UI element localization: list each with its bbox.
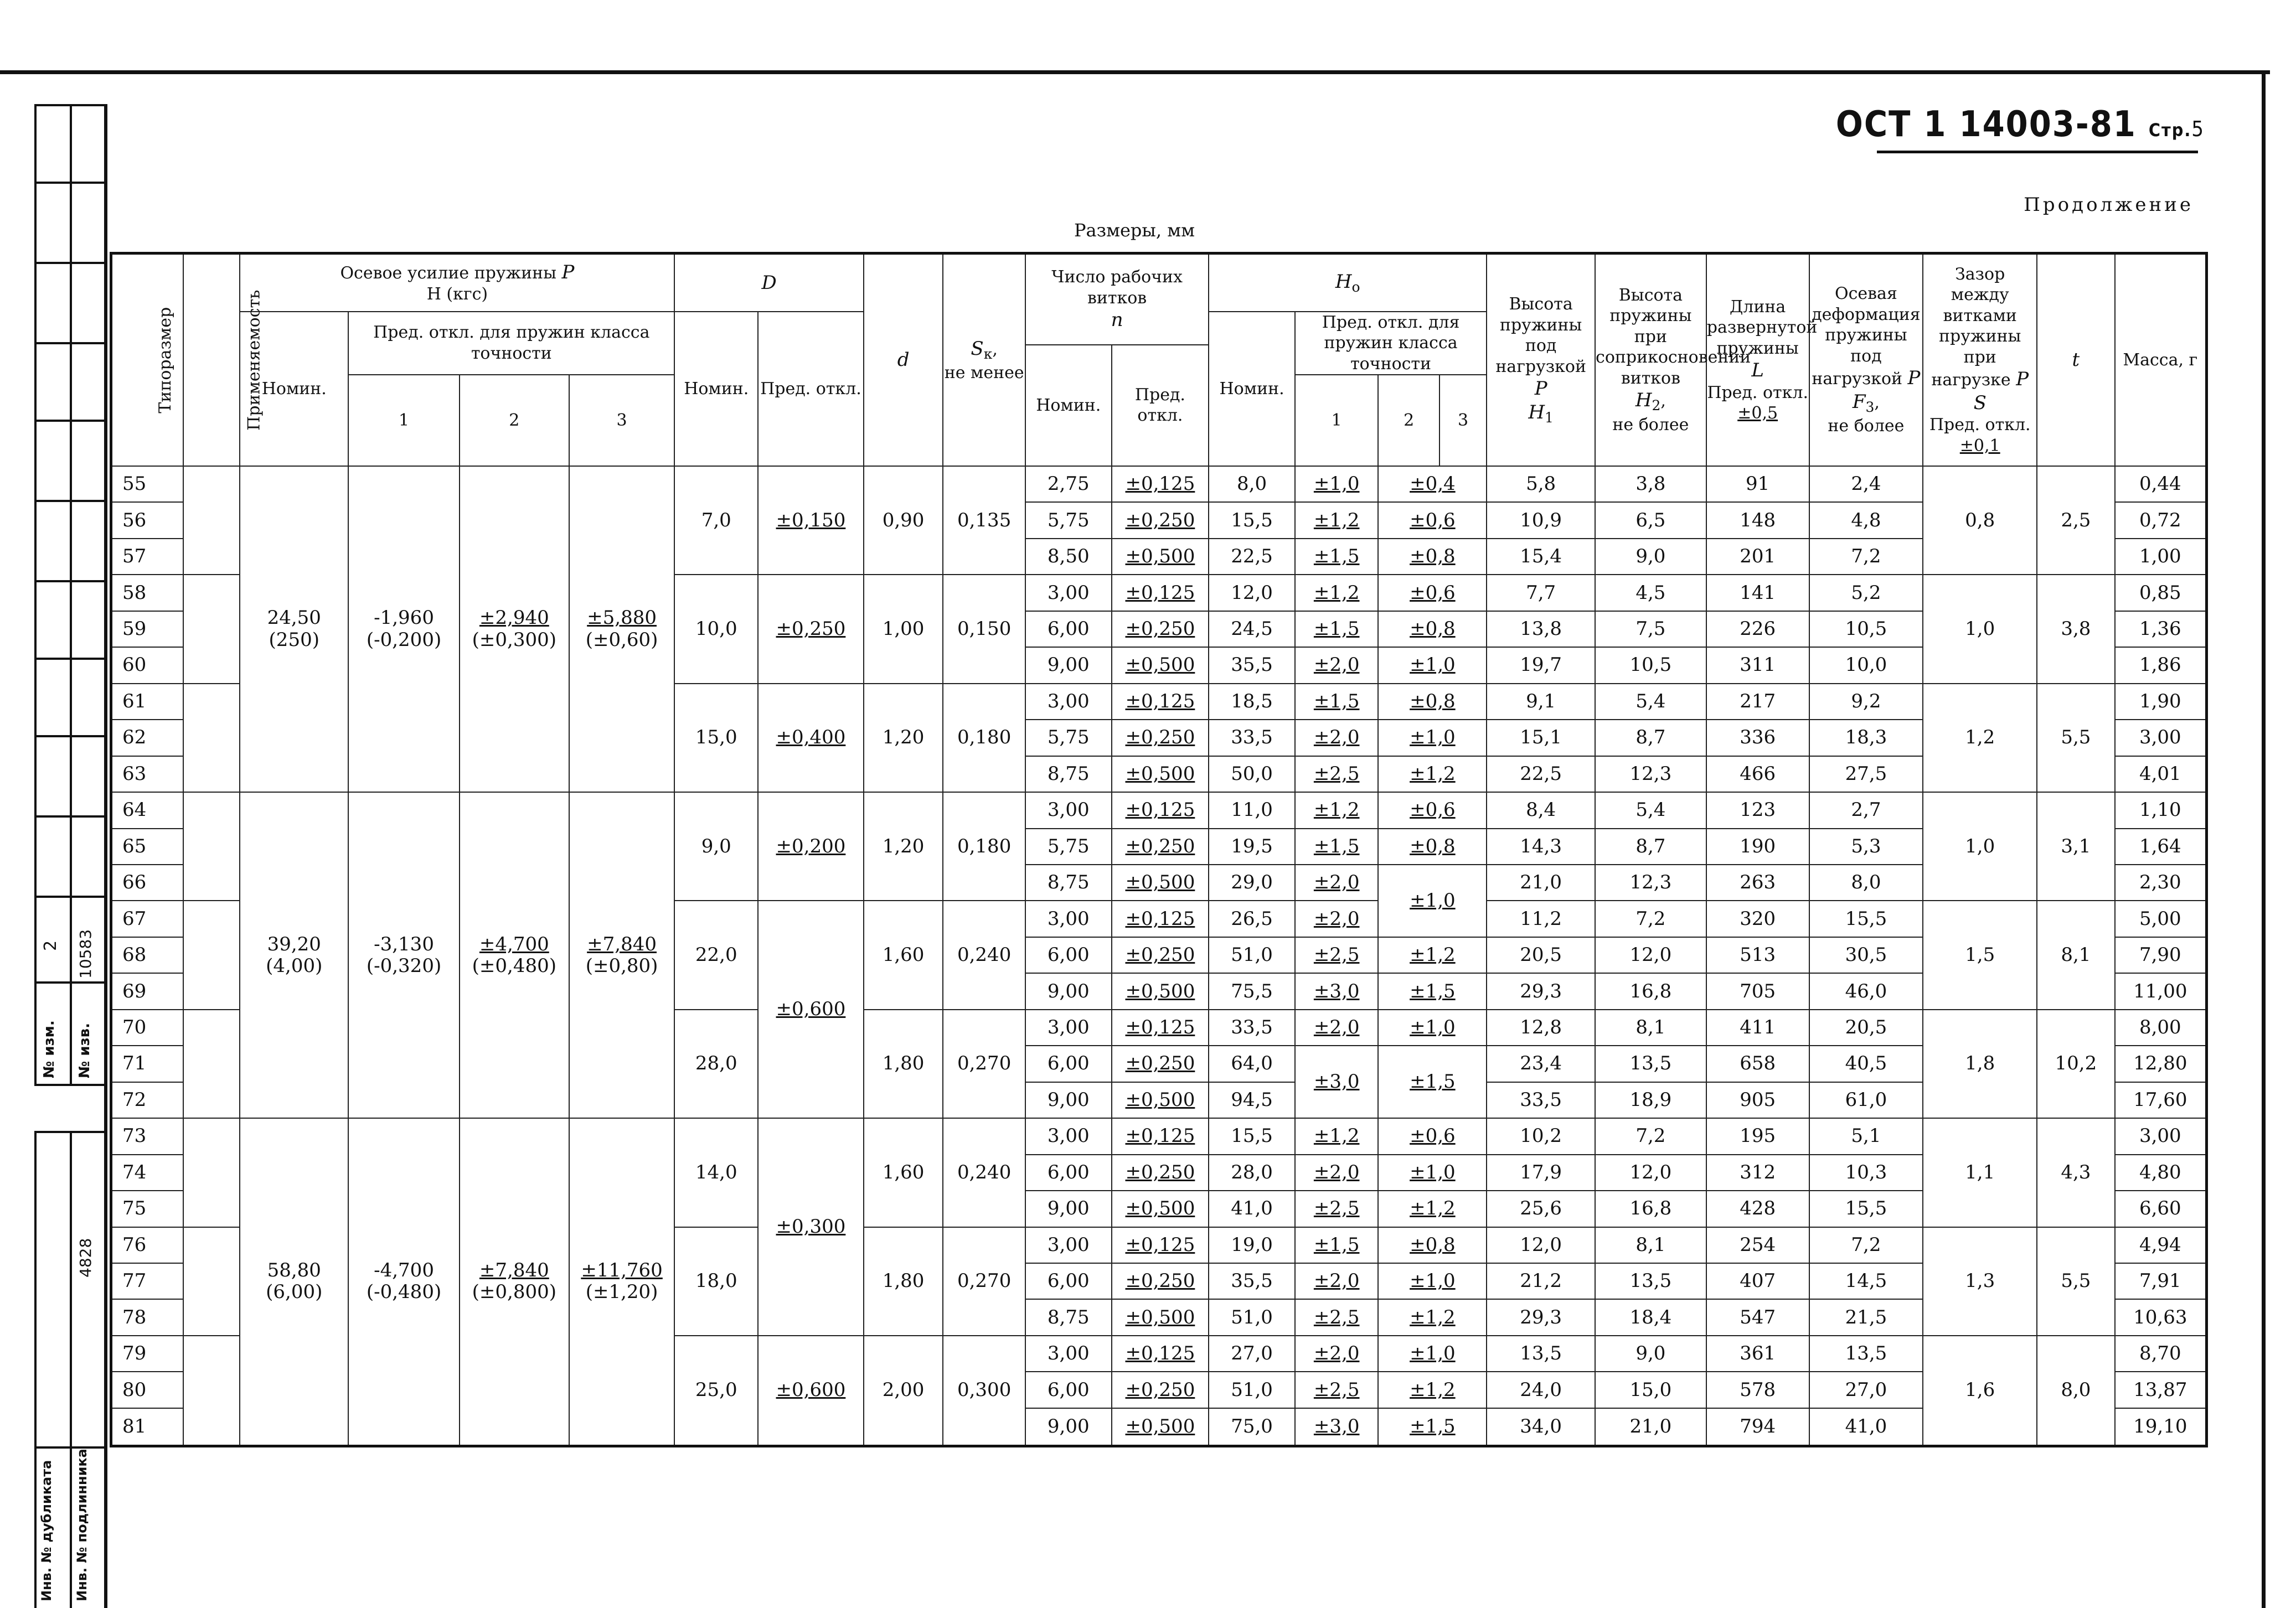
col-d: d: [864, 254, 943, 467]
table-row: 73 58,80 (6,00) -4,700 (-0,480) ±7,840 (±0,800) ±11,760 (±1,20) 14,0 ±0,300 1,60 0,240 3,00 ±0,125 15,5 ±1,2 ±0,6 10,2 7,2 195 5,1 1,1 4,3 3,00: [111, 1118, 2207, 1154]
col-h1: Высота пружины под нагрузкой P $H_1$: [1487, 254, 1595, 467]
table-row: 57 8,50 ±0,500 22,5 ±1,5 ±0,8 15,4 9,0 201 7,2 1,00: [111, 539, 2207, 575]
table-row: 65 5,75 ±0,250 19,5 ±1,5 ±0,8 14,3 8,7 190 5,3 1,64: [111, 829, 2207, 865]
col-force-c1: 1: [348, 375, 460, 466]
table-row: 66 8,75 ±0,500 29,0 ±2,0 ±1,0 21,0 12,3 263 8,0 2,30: [111, 865, 2207, 901]
col-D-nom: Номин.: [674, 312, 758, 467]
table-row: 72 9,00 ±0,500 94,5 33,5 18,9 905 61,0 17,60: [111, 1082, 2207, 1118]
notice-no-label: № изв.: [76, 1023, 93, 1078]
col-h0-dev: Пред. откл. для пружин класса точности: [1295, 312, 1487, 375]
table-row: 77 6,00 ±0,250 35,5 ±2,0 ±1,0 21,2 13,5 407 14,5 7,91: [111, 1263, 2207, 1299]
side-stamp: [34, 104, 105, 1608]
table-row: 70 28,0 1,80 0,270 3,00 ±0,125 33,5 ±2,0 ±1,0 12,8 8,1 411 20,5 1,8 10,2 8,00: [111, 1010, 2207, 1046]
table-row: 62 5,75 ±0,250 33,5 ±2,0 ±1,0 15,1 8,7 336 18,3 3,00: [111, 720, 2207, 756]
continuation-label: Продолжение: [2024, 194, 2194, 216]
table-body: [111, 466, 2207, 1446]
col-force-c3: 3: [569, 375, 675, 466]
table-row: 75 9,00 ±0,500 41,0 ±2,5 ±1,2 25,6 16,8 428 15,5 6,60: [111, 1191, 2207, 1227]
col-force-nom: Номин.: [240, 312, 348, 467]
col-n-nom: Номин.: [1025, 345, 1112, 467]
spring-table: [110, 252, 2208, 1447]
table-row: 59 6,00 ±0,250 24,5 ±1,5 ±0,8 13,8 7,5 226 10,5 1,36: [111, 611, 2207, 647]
notice-no: 10583: [76, 929, 95, 979]
col-force: Осевое усилие пружины P Н (кгс): [240, 254, 674, 312]
col-n-dev: Пред. откл.: [1112, 345, 1209, 467]
col-n: Число рабочих витков n: [1025, 254, 1209, 345]
table-row: 79 25,0 ±0,600 2,00 0,300 3,00 ±0,125 27,0 ±2,0 ±1,0 13,5 9,0 361 13,5 1,6 8,0 8,70: [111, 1336, 2207, 1372]
col-sk: $S_к$, не менее: [943, 254, 1025, 467]
col-h0-c3: 3: [1439, 375, 1487, 466]
table-row: 81 9,00 ±0,500 75,0 ±3,0 ±1,5 34,0 21,0 794 41,0 19,10: [111, 1408, 2207, 1446]
col-h0-c2: 2: [1378, 375, 1439, 466]
col-h0-c1: 1: [1295, 375, 1379, 466]
change-no-label: № изм.: [41, 1020, 58, 1078]
table-row: 76 18,0 1,80 0,270 3,00 ±0,125 19,0 ±1,5 ±0,8 12,0 8,1 254 7,2 1,3 5,5 4,94: [111, 1227, 2207, 1263]
table-row: 61 15,0 ±0,400 1,20 0,180 3,00 ±0,125 18,5 ±1,5 ±0,8 9,1 5,4 217 9,2 1,2 5,5 1,90: [111, 684, 2207, 720]
inv-dup-label: Инв. № дубликата: [39, 1460, 54, 1601]
inv-orig-label: Инв. № подлинника: [74, 1449, 90, 1601]
table-row: 58 10,0 ±0,250 1,00 0,150 3,00 ±0,125 12,0 ±1,2 ±0,6 7,7 4,5 141 5,2 1,0 3,8 0,85: [111, 575, 2207, 611]
col-D: D: [674, 254, 863, 312]
table-row: 74 6,00 ±0,250 28,0 ±2,0 ±1,0 17,9 12,0 312 10,3 4,80: [111, 1155, 2207, 1191]
table-row: 80 6,00 ±0,250 51,0 ±2,5 ±1,2 24,0 15,0 578 27,0 13,87: [111, 1372, 2207, 1408]
table-row: 78 8,75 ±0,500 51,0 ±2,5 ±1,2 29,3 18,4 547 21,5 10,63: [111, 1299, 2207, 1335]
table-row: 60 9,00 ±0,500 35,5 ±2,0 ±1,0 19,7 10,5 311 10,0 1,86: [111, 647, 2207, 683]
table-row: 69 9,00 ±0,500 75,5 ±3,0 ±1,5 29,3 16,8 705 46,0 11,00: [111, 973, 2207, 1009]
table-row: 67 22,0 ±0,600 1,60 0,240 3,00 ±0,125 26,5 ±2,0 11,2 7,2 320 15,5 1,5 8,1 5,00: [111, 901, 2207, 937]
doc-id-underline: [1877, 151, 2198, 153]
inv-no: 4828: [76, 1238, 95, 1278]
col-size: Типоразмер: [111, 254, 184, 467]
col-mass: Масса, г: [2115, 254, 2207, 467]
col-h0: $H_o$: [1209, 254, 1487, 312]
col-t: t: [2037, 254, 2115, 467]
col-s: Зазор между витками пружины при нагрузке P S Пред. откл. ±0,1: [1923, 254, 2037, 467]
col-force-c2: 2: [460, 375, 569, 466]
table-row: 56 5,75 ±0,250 15,5 ±1,2 ±0,6 10,9 6,5 148 4,8 0,72: [111, 502, 2207, 538]
col-L: Длина развернутой пружины L Пред. откл. ±0,5: [1706, 254, 1809, 467]
col-F: Осевая деформация пружины под нагрузкой P $F_3$, не более: [1809, 254, 1923, 467]
frame-top-line: [0, 70, 2270, 74]
table-row: 55 24,50 (250) -1,960 (-0,200) ±2,940 (±0,300) ±5,880 (±0,60) 7,0 ±0,150 0,90 0,135 2,75 ±0,125 8,0 ±1,0 ±0,4 5,8 3,8 91 2,4 0,8 2,5 0,44: [111, 466, 2207, 502]
table-row: 71 6,00 ±0,250 64,0 ±3,0 ±1,5 23,4 13,5 658 40,5 12,80: [111, 1046, 2207, 1082]
doc-id: ОСТ 1 14003-81 Стр.5: [1835, 104, 2205, 145]
col-D-dev: Пред. откл.: [758, 312, 864, 467]
table-row: 64 39,20 (4,00) -3,130 (-0,320) ±4,700 (±0,480) ±7,840 (±0,80) 9,0 ±0,200 1,20 0,180 3,00 ±0,125 11,0 ±1,2 ±0,6 8,4 5,4 123 2,7 1,0 3,1 1,10: [111, 792, 2207, 828]
table-row: 68 6,00 ±0,250 51,0 ±2,5 ±1,2 20,5 12,0 513 30,5 7,90: [111, 937, 2207, 973]
col-h2: Высота пружины при соприкосновении витков $H_2$, не более: [1595, 254, 1706, 467]
table-row: 63 8,75 ±0,500 50,0 ±2,5 ±1,2 22,5 12,3 466 27,5 4,01: [111, 756, 2207, 792]
col-h0-nom: Номин.: [1209, 312, 1295, 467]
units-label: Размеры, мм: [1074, 220, 1195, 241]
change-no: 2: [41, 940, 60, 951]
frame-right-line: [2262, 70, 2266, 1608]
col-use: Применяемость: [183, 254, 240, 467]
col-force-dev: Пред. откл. для пружин класса точности: [348, 312, 674, 375]
